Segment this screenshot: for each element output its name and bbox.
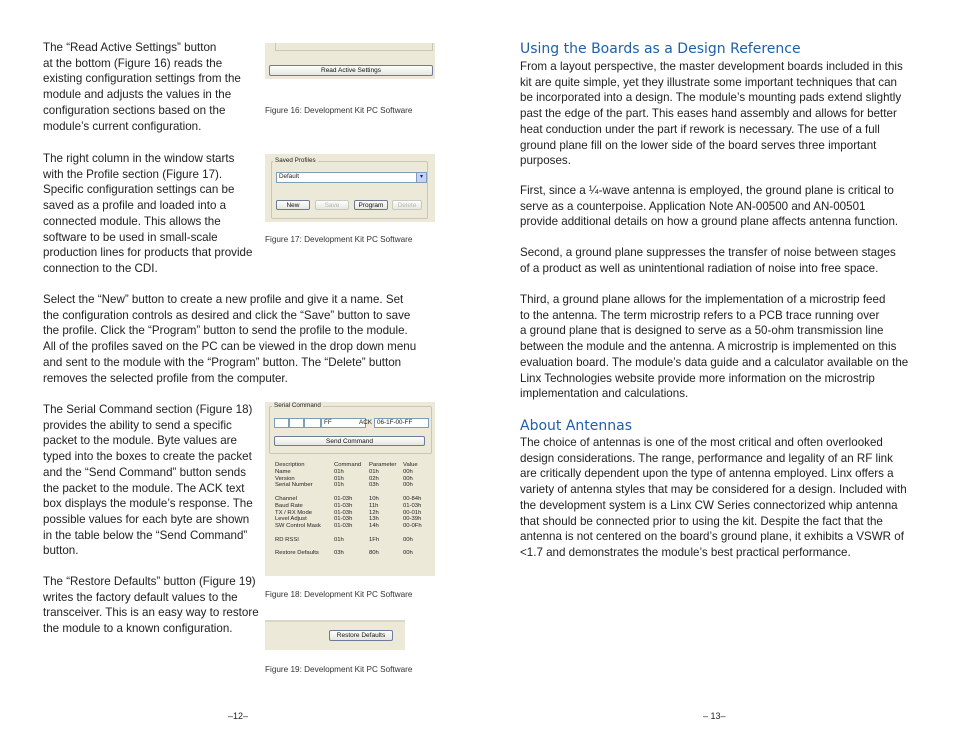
text-line: The right column in the window starts xyxy=(43,152,235,165)
page-number-left: –12– xyxy=(228,711,249,721)
text-line: that should be connected prior to using the kit. Despite the fact that the xyxy=(520,514,883,528)
table-cell: 00h xyxy=(403,475,413,482)
text-line: writes the factory default values to the xyxy=(43,590,238,604)
table-cell: 03h xyxy=(369,482,379,489)
text-line: provide additional details on how a ground plane affects antenna function. xyxy=(520,215,899,229)
text-line: implementation and calculations. xyxy=(520,387,689,401)
program-button[interactable]: Program xyxy=(354,200,388,210)
text-line: The “Restore Defaults” button (Figure 19) xyxy=(43,575,256,588)
table-cell: TX / RX Mode xyxy=(275,509,312,516)
table-cell: 14h xyxy=(369,523,379,530)
table-row xyxy=(275,544,433,551)
text-line: serve as a counterpoise. Application Note AN-00500 and AN-00501 xyxy=(520,199,866,213)
table-cell: 00-84h xyxy=(403,495,422,502)
table-cell: 01h xyxy=(334,475,344,482)
text-line: Second, a ground plane suppresses the transfer of noise between stages xyxy=(520,246,896,259)
table-cell: Name xyxy=(275,468,291,475)
read-active-settings-button[interactable]: Read Active Settings xyxy=(269,65,433,76)
panel-edge xyxy=(265,620,405,622)
send-command-button[interactable]: Send Command xyxy=(274,436,425,446)
profile-select[interactable] xyxy=(276,172,427,183)
table-cell xyxy=(369,489,403,496)
table-cell: 01-03h xyxy=(334,502,353,509)
table-cell xyxy=(403,489,433,496)
design-reference-paragraph-2 xyxy=(520,183,920,230)
table-cell: 01-03h xyxy=(334,495,353,502)
text-line: transceiver. This is an easy way to restore xyxy=(43,606,259,620)
figure-18-screenshot xyxy=(265,402,435,576)
table-cell: 80h xyxy=(369,550,379,557)
table-cell: 00-39h xyxy=(403,516,422,523)
table-cell xyxy=(403,530,433,537)
table-cell: 00h xyxy=(403,468,413,475)
figure-19-screenshot xyxy=(265,620,405,650)
table-row xyxy=(275,530,433,537)
text-line: module and adjusts the values in the xyxy=(43,88,232,102)
table-cell xyxy=(275,544,334,551)
byte-input-3[interactable] xyxy=(304,418,321,428)
text-line: between the module and the antenna. A microstrip is implemented on this xyxy=(520,340,897,354)
text-line: the module to a known configuration. xyxy=(43,622,233,636)
text-line: production lines for products that provide xyxy=(43,246,253,260)
table-row xyxy=(275,489,433,496)
text-line: be incorporated into a design. The module’s mounting pads extend slightly xyxy=(520,91,902,105)
text-line: All of the profiles saved on the PC can be viewed in the drop down menu xyxy=(43,340,417,354)
design-reference-paragraph-1 xyxy=(520,59,920,169)
table-row xyxy=(275,510,433,517)
text-line: the development system is a Linx CW Series connectorized whip antenna xyxy=(520,498,898,512)
design-reference-paragraph-3 xyxy=(520,245,920,276)
figure-17-caption: Figure 17: Development Kit PC Software xyxy=(265,235,413,244)
text-line: ground plane fill on the lower side of the board serves three important xyxy=(520,138,877,152)
serial-command-paragraph xyxy=(43,402,263,559)
text-line: Specific configuration settings can be xyxy=(43,183,235,197)
text-line: possible values for each byte are shown xyxy=(43,512,250,526)
text-line: Linx Technologies website provide more information on the microstrip xyxy=(520,371,875,385)
column-header: Parameter xyxy=(369,462,397,468)
table-header-row xyxy=(275,462,433,469)
text-line: the packet to the module. The ACK text xyxy=(43,481,245,495)
text-line: and sent to the module with the “Program” button. The “Delete” button xyxy=(43,355,402,369)
text-line: of a product as well as unintentional radiation of noise into free space. xyxy=(520,261,879,275)
table-row xyxy=(275,523,433,530)
table-cell: 00h xyxy=(403,482,413,489)
table-row xyxy=(275,503,433,510)
design-reference-paragraph-4 xyxy=(520,292,920,402)
byte-input-2[interactable] xyxy=(289,418,304,428)
table-cell xyxy=(275,489,334,496)
table-cell xyxy=(369,544,403,551)
command-table xyxy=(275,462,433,557)
table-cell: 01-03h xyxy=(403,502,422,509)
table-cell xyxy=(275,530,334,537)
figure-17-screenshot xyxy=(265,154,435,222)
text-line: provides the ability to send a specific xyxy=(43,418,232,432)
text-line: Third, a ground plane allows for the implementation of a microstrip feed xyxy=(520,293,886,306)
table-cell: Level Adjust xyxy=(275,516,307,523)
table-cell: Baud Rate xyxy=(275,502,303,509)
table-cell: Restore Defaults xyxy=(275,550,319,557)
table-row xyxy=(275,496,433,503)
profile-select-value: Default xyxy=(279,173,299,180)
table-cell: 00h xyxy=(403,550,413,557)
table-cell: 10h xyxy=(369,495,379,502)
table-row xyxy=(275,476,433,483)
text-line: heat conduction under the part if rework is necessary. The use of a full xyxy=(520,122,880,136)
text-line: Select the “New” button to create a new profile and give it a name. Set xyxy=(43,293,404,306)
restore-defaults-button[interactable]: Restore Defaults xyxy=(329,630,393,641)
text-line: connection to the CDI. xyxy=(43,261,158,275)
chevron-down-icon[interactable]: ▾ xyxy=(416,173,426,182)
figure-18-caption: Figure 18: Development Kit PC Software xyxy=(265,590,413,599)
text-line: removes the selected profile from the computer. xyxy=(43,371,288,385)
text-line: to the antenna. The term microstrip refers to a PCB trace running over xyxy=(520,308,880,322)
table-cell: 1Fh xyxy=(369,536,380,543)
table-cell: 01h xyxy=(334,482,344,489)
table-cell xyxy=(334,489,369,496)
saved-profiles-group xyxy=(271,161,428,219)
table-cell: 00-0Fh xyxy=(403,523,422,530)
table-cell: 03h xyxy=(334,550,344,557)
text-line: module’s current configuration. xyxy=(43,119,202,133)
text-line: a ground plane that is designed to serve as a 50-ohm transmission line xyxy=(520,324,884,338)
table-cell: 00-01h xyxy=(403,509,422,516)
read-active-settings-paragraph xyxy=(43,40,263,134)
restore-defaults-paragraph xyxy=(43,574,263,637)
text-line: box displays the module’s response. The xyxy=(43,497,253,511)
about-antennas-heading: About Antennas xyxy=(520,418,633,434)
table-cell xyxy=(403,544,433,551)
text-line: connected module. This allows the xyxy=(43,214,221,228)
table-cell: Version xyxy=(275,475,295,482)
text-line: kit are quite simple, yet they illustrate some important techniques that can xyxy=(520,75,897,89)
serial-command-group xyxy=(269,406,432,454)
new-button[interactable]: New xyxy=(276,200,310,210)
text-line: <1.7 and demonstrates the module’s best practical performance. xyxy=(520,545,851,559)
text-line: First, since a ¼-wave antenna is employed, the ground plane is critical to xyxy=(520,184,894,197)
delete-button[interactable]: Delete xyxy=(392,200,422,210)
profile-section-paragraph xyxy=(43,151,268,277)
column-header: Description xyxy=(275,462,305,468)
text-line: typed into the boxes to create the packet xyxy=(43,450,252,464)
byte-input-4[interactable]: FF xyxy=(321,418,366,428)
text-line: packet to the module. Byte values are xyxy=(43,434,237,448)
table-cell: 12h xyxy=(369,509,379,516)
ack-label: ACK xyxy=(359,419,372,426)
table-cell: 01h xyxy=(369,468,379,475)
table-cell xyxy=(334,530,369,537)
text-line: antenna is not centered on the board’s ground plane, it exhibits a VSWR of xyxy=(520,530,904,544)
text-line: variety of antenna styles that may be considered for a design. Included with xyxy=(520,483,907,497)
table-cell: RD RSSI xyxy=(275,536,299,543)
table-cell: Channel xyxy=(275,495,297,502)
text-line: are critically dependent upon the type of antenna employed. Linx offers a xyxy=(520,467,894,481)
text-line: the configuration controls as desired and click the “Save” button to save xyxy=(43,308,411,322)
table-cell: 11h xyxy=(369,502,379,509)
text-line: the profile. Click the “Program” button to send the profile to the module. xyxy=(43,324,408,338)
table-row xyxy=(275,516,433,523)
byte-input-1[interactable] xyxy=(274,418,289,428)
text-line: From a layout perspective, the master development boards included in this xyxy=(520,60,903,73)
serial-command-label: Serial Command xyxy=(274,402,321,409)
text-line: design considerations. The range, performance and legality of an RF link xyxy=(520,451,893,465)
table-cell: SW Control Mask xyxy=(275,523,321,530)
text-line: in the table below the “Send Command” xyxy=(43,528,248,542)
text-line: saved as a profile and loaded into a xyxy=(43,199,227,213)
text-line: The “Read Active Settings” button xyxy=(43,41,217,54)
text-line: The choice of antennas is one of the most critical and often overlooked xyxy=(520,436,883,449)
text-line: at the bottom (Figure 16) reads the xyxy=(43,56,223,70)
table-row xyxy=(275,537,433,544)
figure-16-screenshot xyxy=(265,43,435,79)
table-cell: 13h xyxy=(369,516,379,523)
table-cell: 00h xyxy=(403,536,413,543)
table-cell: 01-03h xyxy=(334,516,353,523)
text-line: past the edge of the part. This eases hand assembly and allows for better xyxy=(520,107,897,121)
text-line: software to be used in small-scale xyxy=(43,230,218,244)
figure-19-caption: Figure 19: Development Kit PC Software xyxy=(265,665,413,674)
table-row xyxy=(275,482,433,489)
new-profile-paragraph xyxy=(43,292,443,386)
saved-profiles-label: Saved Profiles xyxy=(275,157,316,164)
column-header: Value xyxy=(403,462,418,468)
table-row xyxy=(275,550,433,557)
design-reference-heading: Using the Boards as a Design Reference xyxy=(520,41,801,57)
text-line: existing configuration settings from the xyxy=(43,72,241,86)
save-button[interactable]: Save xyxy=(315,200,349,210)
table-cell: 02h xyxy=(369,475,379,482)
table-cell: 01h xyxy=(334,536,344,543)
text-line: button. xyxy=(43,544,79,558)
panel-edge xyxy=(275,43,433,51)
text-line: with the Profile section (Figure 17). xyxy=(43,167,223,181)
text-line: and the “Send Command” button sends xyxy=(43,465,247,479)
table-cell: 01-03h xyxy=(334,509,353,516)
text-line: purposes. xyxy=(520,154,571,168)
text-line: The Serial Command section (Figure 18) xyxy=(43,403,253,416)
table-cell: 01h xyxy=(334,468,344,475)
table-cell xyxy=(334,544,369,551)
page-number-right: – 13– xyxy=(703,711,726,721)
table-row xyxy=(275,469,433,476)
table-cell: 01-03h xyxy=(334,523,353,530)
table-cell: Serial Number xyxy=(275,482,313,489)
about-antennas-paragraph xyxy=(520,435,920,561)
column-header: Command xyxy=(334,462,362,468)
table-cell xyxy=(369,530,403,537)
command-table-body xyxy=(275,469,433,557)
text-line: configuration sections based on the xyxy=(43,103,226,117)
figure-16-caption: Figure 16: Development Kit PC Software xyxy=(265,106,413,115)
ack-field: 06-1F-00-FF xyxy=(374,418,429,428)
text-line: evaluation board. The module’s data guide and a calculator available on the xyxy=(520,355,909,369)
